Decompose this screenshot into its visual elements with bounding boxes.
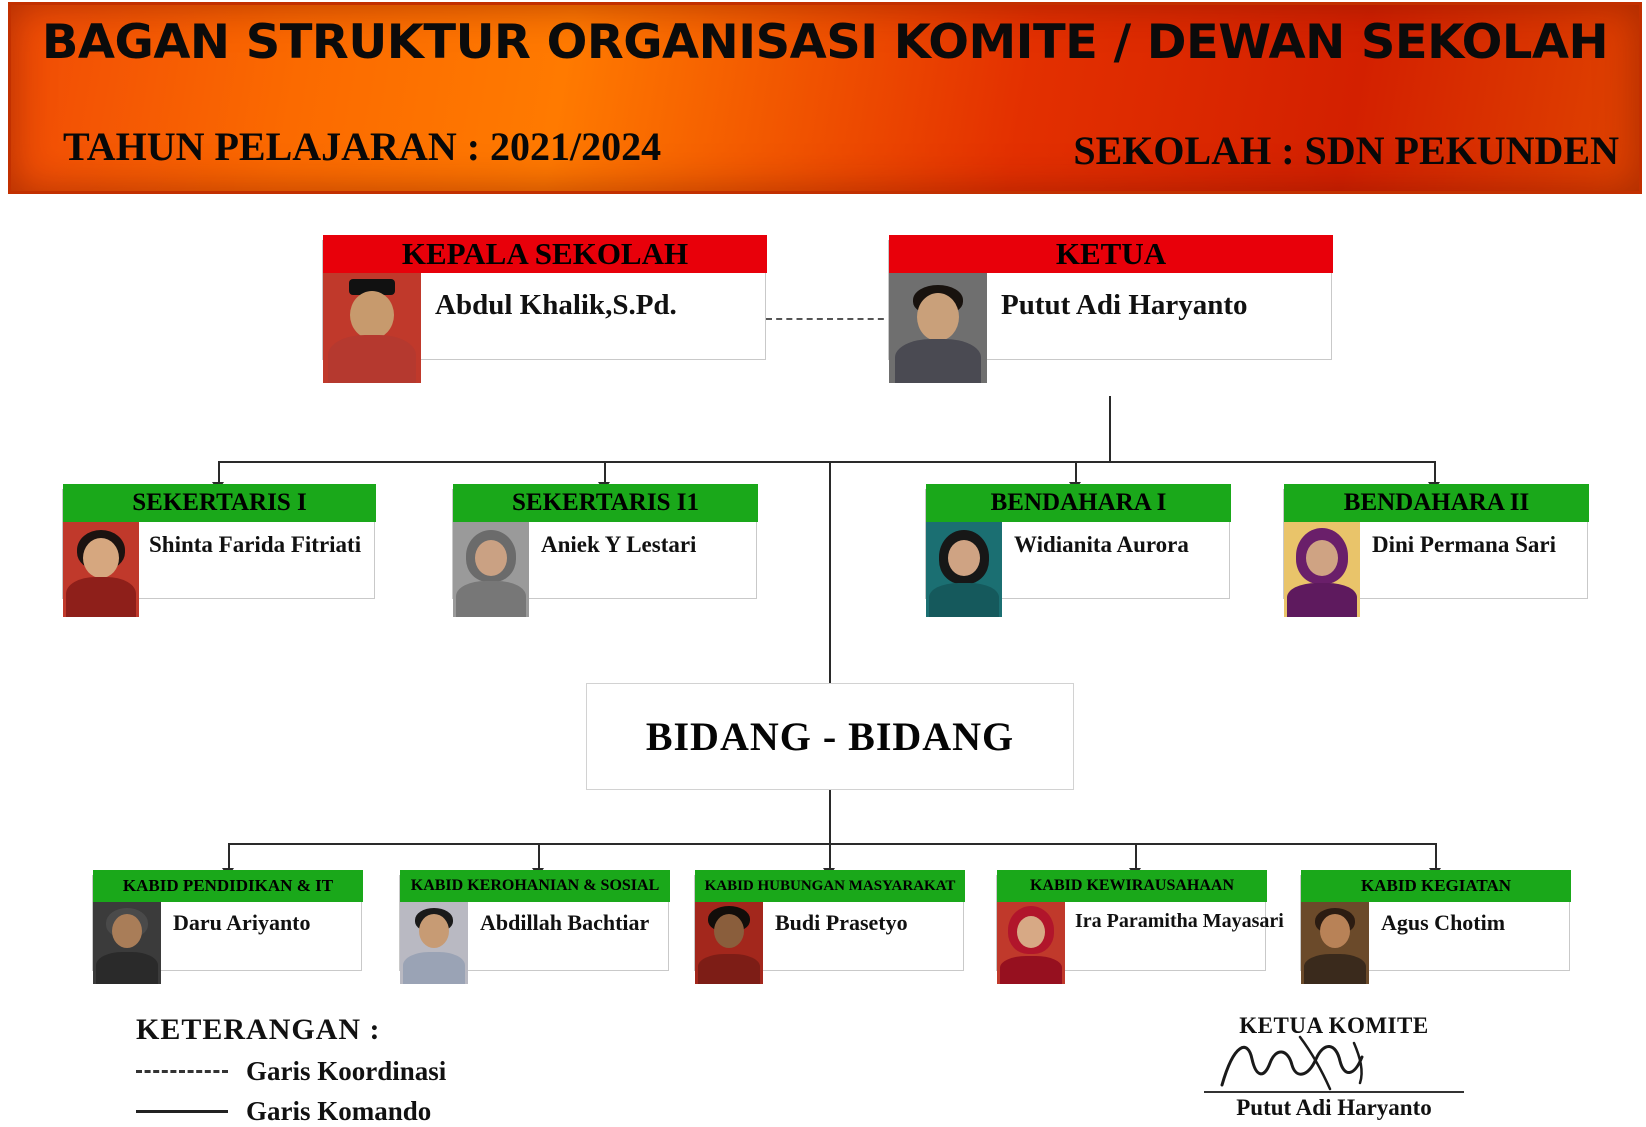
node-bendahara-1[interactable] <box>925 489 1230 599</box>
legend-item-koordinasi <box>136 1056 446 1087</box>
node-title: KABID PENDIDIKAN & IT <box>93 870 363 902</box>
dashed-line-swatch <box>136 1070 228 1073</box>
portrait-photo <box>453 522 529 617</box>
command-bus-level3 <box>228 843 1435 845</box>
academic-year-label: TAHUN PELAJARAN : 2021/2024 <box>63 124 662 169</box>
node-person-name: Shinta Farida Fitriati <box>149 532 362 557</box>
legend-title: KETERANGAN : <box>136 1013 381 1046</box>
node-person-name: Putut Adi Haryanto <box>1001 289 1248 321</box>
node-title: SEKERTARIS I <box>63 484 376 522</box>
portrait-photo <box>695 902 763 984</box>
portrait-photo <box>1284 522 1360 617</box>
node-title: KETUA <box>889 235 1333 273</box>
command-line-ketua-down <box>1109 396 1111 462</box>
legend <box>136 1013 446 1127</box>
node-person-name: Dini Permana Sari <box>1372 532 1556 557</box>
portrait-photo <box>926 522 1002 617</box>
node-person-name: Aniek Y Lestari <box>541 532 697 557</box>
node-person-name: Daru Ariyanto <box>173 910 311 935</box>
signature-block <box>1204 1013 1464 1121</box>
portrait-photo <box>997 902 1065 984</box>
node-person-name: Abdillah Bachtiar <box>480 910 650 935</box>
node-title: BENDAHARA II <box>1284 484 1589 522</box>
node-kabid-hubungan-masyarakat[interactable] <box>694 875 964 971</box>
node-title: BENDAHARA I <box>926 484 1231 522</box>
legend-item-komando <box>136 1096 446 1127</box>
node-kabid-kewirausahaan[interactable] <box>996 875 1284 971</box>
node-bidang-bidang[interactable] <box>586 683 1074 790</box>
node-ketua[interactable] <box>888 236 1332 360</box>
coordination-line <box>766 318 894 320</box>
node-kepala-sekolah[interactable] <box>322 236 766 360</box>
node-kabid-kerohanian-sosial[interactable] <box>399 875 669 971</box>
page-title: BAGAN STRUKTUR ORGANISASI KOMITE / DEWAN SEKOLAH <box>41 15 1609 70</box>
bidang-label: BIDANG - BIDANG <box>645 714 1015 759</box>
portrait-photo <box>93 902 161 984</box>
node-sekertaris-2[interactable] <box>452 489 757 599</box>
portrait-photo <box>1301 902 1369 984</box>
node-person-name: Widianita Aurora <box>1014 532 1189 557</box>
portrait-photo <box>400 902 468 984</box>
header-banner <box>8 2 1642 194</box>
portrait-photo <box>63 522 139 617</box>
node-title: KABID KEROHANIAN & SOSIAL <box>400 870 670 902</box>
node-title: KABID KEWIRAUSAHAAN <box>997 870 1267 902</box>
node-person-name: Ira Paramitha Mayasari <box>1075 910 1284 932</box>
node-title: KABID KEGIATAN <box>1301 870 1571 902</box>
command-line-to-bidang <box>829 461 831 683</box>
command-bus-level2 <box>218 461 1434 463</box>
command-line-bidang-down <box>829 788 831 844</box>
portrait-photo <box>323 273 421 383</box>
node-bendahara-2[interactable] <box>1283 489 1588 599</box>
node-title: SEKERTARIS I1 <box>453 484 758 522</box>
handwritten-signature-icon <box>1204 1039 1464 1091</box>
node-sekertaris-1[interactable] <box>62 489 375 599</box>
node-kabid-pendidikan-it[interactable] <box>92 875 362 971</box>
signature-name: Putut Adi Haryanto <box>1204 1091 1464 1121</box>
legend-item-label: Garis Komando <box>246 1096 432 1126</box>
school-name-label: SEKOLAH : SDN PEKUNDEN <box>1073 128 1619 173</box>
node-person-name: Agus Chotim <box>1381 910 1506 935</box>
node-person-name: Budi Prasetyo <box>775 910 908 935</box>
node-kabid-kegiatan[interactable] <box>1300 875 1570 971</box>
signature-role: KETUA KOMITE <box>1239 1013 1429 1038</box>
solid-line-swatch <box>136 1110 228 1113</box>
legend-item-label: Garis Koordinasi <box>246 1056 447 1086</box>
portrait-photo <box>889 273 987 383</box>
node-person-name: Abdul Khalik,S.Pd. <box>435 289 677 321</box>
node-title: KEPALA SEKOLAH <box>323 235 767 273</box>
node-title: KABID HUBUNGAN MASYARAKAT <box>695 870 965 902</box>
